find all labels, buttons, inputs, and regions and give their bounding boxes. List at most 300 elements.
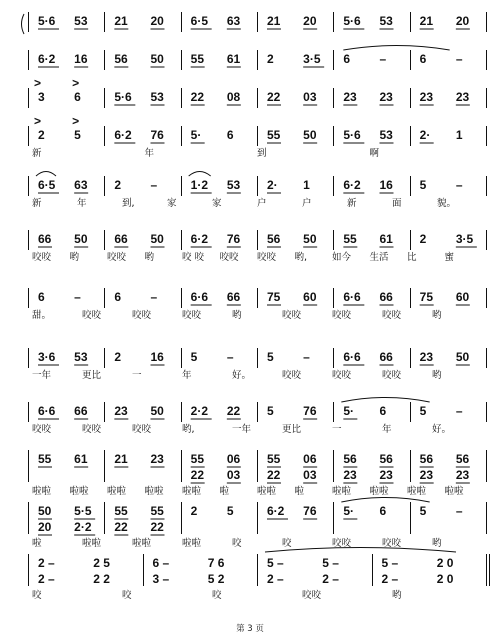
note-group: 66 — [114, 232, 128, 246]
note-group: 76 — [150, 128, 164, 142]
note-group: 6 — [379, 504, 387, 518]
barline — [333, 50, 334, 70]
lyric-syllable: 年 — [77, 198, 87, 209]
barline — [333, 230, 334, 250]
note-group: – — [379, 52, 387, 66]
barline — [410, 230, 411, 250]
barline — [181, 450, 182, 482]
note-group: – — [150, 178, 158, 192]
lyric-syllable: 新 — [347, 198, 357, 209]
note-group: 1 — [455, 128, 463, 142]
lyric-syllable: 咬咬 — [282, 310, 302, 321]
lyric-syllable: 更比 — [282, 424, 302, 435]
note-group: 6 — [379, 404, 387, 418]
note-group: 22 — [267, 468, 281, 482]
barline — [28, 230, 29, 250]
lyric-syllable: 咬咬 — [82, 310, 102, 321]
barline — [28, 402, 29, 422]
barline — [28, 50, 29, 70]
note-group: 55 — [190, 52, 205, 66]
note-group: 50 — [74, 232, 88, 246]
lyric-syllable: 咬咬 — [382, 538, 402, 549]
note-group: – — [226, 350, 234, 364]
note-group: 22 — [267, 90, 281, 104]
note-group: 03 — [303, 468, 317, 482]
lyric-syllable: 面 — [392, 198, 402, 209]
barline — [410, 502, 411, 534]
note-group: 7 6 — [207, 556, 225, 570]
lyric-syllable: 咬咬 — [107, 252, 127, 263]
note-group: 5 – — [267, 556, 284, 570]
note-group: 5·5 — [74, 504, 92, 518]
barline — [333, 176, 334, 196]
barline — [486, 554, 487, 586]
note-group: 53 — [379, 128, 393, 142]
note-group: 6·2 — [38, 52, 56, 66]
note-group: 60 — [303, 290, 317, 304]
note-group: 2 — [267, 52, 274, 66]
barline — [257, 50, 258, 70]
barline — [104, 88, 105, 108]
barline — [181, 50, 182, 70]
note-group: 1 — [303, 178, 310, 192]
barline — [104, 176, 105, 196]
note-group: 5·6 — [38, 14, 56, 28]
slur-arc — [36, 172, 56, 177]
note-group: 6 – — [152, 556, 170, 570]
note-group: 76 — [226, 232, 241, 246]
barline — [181, 12, 182, 32]
final-barline — [489, 554, 490, 586]
lyric-syllable: 哟 — [432, 370, 442, 381]
barline — [372, 554, 373, 586]
barline — [28, 554, 29, 586]
lyric-syllable: 啦啦 — [182, 538, 202, 549]
note-group: 76 — [303, 404, 317, 418]
note-group: 56 — [455, 452, 470, 466]
lyric-syllable: 咬咬 — [332, 370, 352, 381]
barline — [181, 126, 182, 146]
barline — [28, 450, 29, 482]
note-group: 23 — [419, 90, 434, 104]
lyric-syllable: 新 — [32, 148, 42, 159]
note-group: 66 — [379, 350, 393, 364]
note-group: 3 — [38, 90, 45, 104]
note-group: 03 — [303, 90, 317, 104]
lyric-syllable: 啦啦 — [69, 486, 89, 497]
note-group: 5 — [190, 350, 198, 364]
lyric-syllable: 咬咬 — [382, 310, 402, 321]
note-group: 23 — [379, 90, 393, 104]
barline — [28, 126, 29, 146]
note-group: 6 — [38, 290, 45, 304]
note-group: 66 — [38, 232, 52, 246]
lyric-syllable: 如今 — [332, 252, 352, 263]
barline — [410, 50, 411, 70]
note-group: 6·6 — [190, 290, 208, 304]
note-group: 2·2 — [190, 404, 208, 418]
lyric-syllable: 一年 — [232, 424, 252, 435]
note-group: – — [455, 504, 463, 518]
lyric-syllable: 咬咬 — [382, 370, 402, 381]
lyric-syllable: 啦啦 — [257, 486, 277, 497]
note-group: 6·6 — [343, 290, 361, 304]
barline — [486, 12, 487, 32]
lyric-syllable: 年 — [144, 148, 155, 159]
lyric-syllable: 到 — [257, 148, 267, 159]
note-group: 5 – — [381, 556, 399, 570]
note-group: 5 — [226, 504, 234, 518]
note-group: 2 2 — [93, 572, 110, 586]
note-group: 50 — [38, 504, 52, 518]
note-group: 55 — [38, 452, 52, 466]
lyric-syllable: 啦啦 — [182, 486, 202, 497]
note-group: 50 — [303, 128, 317, 142]
note-group: 23 — [343, 468, 357, 482]
lyric-syllable: 哟, — [294, 252, 308, 263]
lyric-syllable: 咬 — [122, 590, 132, 601]
barline — [486, 348, 487, 368]
lyric-syllable: 新 — [32, 198, 42, 209]
barline — [143, 554, 144, 586]
note-group: 2 — [419, 232, 427, 246]
note-group: 3 – — [152, 572, 170, 586]
note-group: 2 – — [38, 556, 55, 570]
note-group: 2 – — [38, 572, 55, 586]
note-group: 23 — [419, 350, 434, 364]
lyric-syllable: 年 — [382, 424, 392, 435]
barline — [486, 450, 487, 482]
barline — [257, 554, 258, 586]
lyric-syllable: 啦啦 — [107, 486, 127, 497]
note-group: 23 — [114, 404, 128, 418]
barline — [410, 176, 411, 196]
note-group: 56 — [379, 452, 393, 466]
note-group: 76 — [303, 504, 317, 518]
lyric-syllable: 啦啦 — [332, 486, 352, 497]
note-group: 75 — [419, 290, 434, 304]
barline — [181, 502, 182, 534]
note-group: 53 — [150, 90, 164, 104]
note-group: 5 – — [322, 556, 339, 570]
note-group: 56 — [419, 452, 434, 466]
slur-arc — [341, 398, 429, 403]
note-group: 50 — [303, 232, 317, 246]
note-group: 21 — [419, 14, 434, 28]
lyric-syllable: 咬 — [212, 590, 222, 601]
note-group: 21 — [114, 14, 128, 28]
lyric-syllable: 咬咬 — [332, 310, 352, 321]
lyric-syllable: 哟 — [232, 310, 242, 321]
note-group: 22 — [226, 404, 241, 418]
note-group: 5 — [419, 178, 427, 192]
lyric-syllable: 咬咬 — [302, 590, 322, 601]
lyric-syllable: 哟 — [144, 252, 155, 263]
barline — [333, 12, 334, 32]
barline — [28, 502, 29, 534]
note-group: 6 — [419, 52, 427, 66]
barline — [28, 288, 29, 308]
note-group: 60 — [455, 290, 470, 304]
note-group: – — [455, 178, 463, 192]
barline — [104, 402, 105, 422]
note-group: 5 — [267, 350, 274, 364]
barline — [333, 126, 334, 146]
note-group: 1·2 — [190, 178, 208, 192]
note-group: 50 — [150, 52, 164, 66]
note-group: 63 — [74, 178, 88, 192]
accent-mark: > — [34, 76, 42, 90]
barline — [410, 288, 411, 308]
lyric-syllable: 啦啦 — [32, 486, 52, 497]
barline — [257, 126, 258, 146]
note-group: 2· — [419, 128, 431, 142]
note-group: 63 — [226, 14, 241, 28]
note-group: 2 – — [267, 572, 284, 586]
barline — [181, 288, 182, 308]
note-group: 6·6 — [343, 350, 361, 364]
barline — [104, 502, 105, 534]
barline — [410, 88, 411, 108]
note-group: 6 — [226, 128, 234, 142]
note-group: 6·5 — [38, 178, 56, 192]
note-group: 5·6 — [343, 128, 361, 142]
note-group: 21 — [114, 452, 128, 466]
lyric-syllable: 咬咬 — [32, 424, 52, 435]
note-group: 16 — [150, 350, 164, 364]
note-group: 6 — [343, 52, 351, 66]
barline — [486, 502, 487, 534]
barline — [410, 348, 411, 368]
barline — [104, 50, 105, 70]
barline — [104, 12, 105, 32]
lyric-syllable: 咬咬 — [219, 252, 239, 263]
note-group: 66 — [74, 404, 88, 418]
note-group: 20 — [455, 14, 470, 28]
slur-arc — [189, 172, 211, 177]
barline — [257, 450, 258, 482]
accent-mark: > — [72, 114, 80, 128]
note-group: 75 — [267, 290, 281, 304]
note-group: 5 — [267, 404, 274, 418]
note-group: 55 — [267, 452, 281, 466]
barline — [181, 88, 182, 108]
barline — [104, 230, 105, 250]
barline — [333, 288, 334, 308]
barline — [28, 88, 29, 108]
lyric-syllable: 家 — [212, 198, 222, 209]
barline — [28, 12, 29, 32]
note-group: 16 — [74, 52, 88, 66]
note-group: 5· — [343, 504, 354, 518]
note-group: 53 — [226, 178, 241, 192]
note-group: 20 — [38, 520, 52, 534]
note-group: 5·6 — [343, 14, 361, 28]
note-group: 2· — [267, 178, 278, 192]
lyric-syllable: 一年 — [32, 370, 52, 381]
barline — [486, 50, 487, 70]
note-group: 55 — [114, 504, 128, 518]
note-group: 6·5 — [190, 14, 208, 28]
note-group: 56 — [114, 52, 128, 66]
barline — [181, 176, 182, 196]
note-group: – — [455, 404, 463, 418]
barline — [257, 502, 258, 534]
lyric-syllable: 啦啦 — [444, 486, 464, 497]
barline — [181, 348, 182, 368]
barline — [333, 348, 334, 368]
note-group: 6·6 — [38, 404, 56, 418]
note-group: 56 — [267, 232, 281, 246]
note-group: 06 — [303, 452, 317, 466]
note-group: 22 — [114, 520, 128, 534]
barline — [486, 88, 487, 108]
note-group: 6 — [74, 90, 81, 104]
note-group: 23 — [379, 468, 393, 482]
accent-mark: > — [72, 76, 80, 90]
note-group: 22 — [190, 468, 205, 482]
note-group: 5·6 — [114, 90, 132, 104]
note-group: 5 — [74, 128, 81, 142]
note-group: 66 — [379, 290, 393, 304]
barline — [104, 288, 105, 308]
barline — [257, 348, 258, 368]
note-group: 56 — [343, 452, 357, 466]
lyric-syllable: 蜜 — [444, 252, 455, 263]
slur-arc — [343, 46, 449, 51]
note-group: 53 — [74, 14, 88, 28]
lyric-syllable: 啦 — [219, 486, 230, 497]
note-group: 55 — [267, 128, 281, 142]
lyric-syllable: 生活 — [369, 252, 389, 263]
note-group: 61 — [226, 52, 241, 66]
note-group: 5 2 — [207, 572, 225, 586]
barline — [257, 402, 258, 422]
note-group: 6·2 — [267, 504, 285, 518]
note-group: 2·2 — [74, 520, 92, 534]
lyric-syllable: 一 — [332, 424, 342, 435]
note-group: 21 — [267, 14, 281, 28]
note-group: 55 — [190, 452, 205, 466]
note-group: 5· — [343, 404, 354, 418]
note-group: 53 — [74, 350, 88, 364]
slur-arc — [265, 548, 456, 553]
lyric-syllable: 哟, — [182, 424, 195, 435]
note-group: 23 — [455, 90, 470, 104]
lyric-syllable: 啦啦 — [369, 486, 389, 497]
note-group: 50 — [150, 232, 164, 246]
barline — [104, 348, 105, 368]
lyric-syllable: 户 — [302, 198, 312, 209]
note-group: 2 — [114, 178, 122, 192]
barline — [257, 288, 258, 308]
barline — [410, 12, 411, 32]
note-group: 6·2 — [190, 232, 208, 246]
note-group: 50 — [150, 404, 164, 418]
lyric-syllable: 啦啦 — [132, 538, 152, 549]
note-group: 55 — [343, 232, 357, 246]
lyric-syllable: 好。 — [432, 424, 452, 435]
note-group: 23 — [150, 452, 164, 466]
lyric-syllable: 咬咬 — [32, 252, 52, 263]
lyric-syllable: 到, — [122, 198, 135, 209]
note-group: 20 — [303, 14, 317, 28]
lyric-syllable: 家 — [167, 198, 177, 209]
barline — [486, 288, 487, 308]
note-group: 20 — [150, 14, 164, 28]
note-group: 2 — [38, 128, 45, 142]
lyric-syllable: 哟 — [392, 590, 402, 601]
note-group: 2 — [114, 350, 122, 364]
accent-mark: > — [34, 114, 42, 128]
barline — [333, 402, 334, 422]
note-group: 22 — [190, 90, 205, 104]
page-number: 第 3 页 — [236, 624, 264, 634]
note-group: 23 — [419, 468, 434, 482]
note-group: 2 5 — [93, 556, 110, 570]
barline — [28, 348, 29, 368]
lyric-syllable: 咬 咬 — [182, 252, 205, 263]
barline — [410, 450, 411, 482]
lyric-syllable: 貌。 — [437, 198, 457, 209]
lyric-syllable: 比 — [407, 252, 417, 263]
barline — [257, 176, 258, 196]
barline — [181, 402, 182, 422]
barline — [104, 450, 105, 482]
note-group: 3·5 — [455, 232, 474, 246]
barline — [333, 502, 334, 534]
note-group: 22 — [150, 520, 164, 534]
lyric-syllable: 哟 — [432, 538, 442, 549]
lyric-syllable: 咬咬 — [182, 310, 202, 321]
barline — [181, 230, 182, 250]
lyric-syllable: 咬咬 — [332, 538, 352, 549]
barline — [486, 126, 487, 146]
note-group: 6 — [114, 290, 122, 304]
lyric-syllable: 年 — [182, 370, 192, 381]
note-group: – — [455, 52, 463, 66]
note-group: 55 — [150, 504, 164, 518]
note-group: 3·5 — [303, 52, 321, 66]
lyric-syllable: 哟 — [69, 252, 80, 263]
start-bracket — [22, 14, 25, 34]
lyric-syllable: 咬咬 — [82, 424, 102, 435]
note-group: 5 — [419, 404, 427, 418]
lyric-syllable: 好。 — [232, 370, 252, 381]
note-group: 61 — [379, 232, 393, 246]
note-group: 03 — [226, 468, 241, 482]
lyric-syllable: 啦 — [32, 538, 42, 549]
lyric-syllable: 咬 — [32, 590, 42, 601]
lyric-syllable: 户 — [257, 198, 267, 209]
note-group: 2 – — [322, 572, 339, 586]
slur-arc — [341, 498, 429, 503]
note-group: – — [303, 350, 310, 364]
lyric-syllable: 更比 — [82, 370, 102, 381]
note-group: 06 — [226, 452, 241, 466]
note-group: – — [150, 290, 158, 304]
note-group: 2 0 — [436, 572, 454, 586]
note-group: 6·2 — [114, 128, 132, 142]
note-group: 5 — [419, 504, 427, 518]
barline — [257, 12, 258, 32]
note-group: 61 — [74, 452, 88, 466]
lyric-syllable: 啊 — [369, 148, 380, 159]
note-group: 3·6 — [38, 350, 56, 364]
lyric-syllable: 咬咬 — [132, 310, 152, 321]
lyric-syllable: 啦啦 — [407, 486, 427, 497]
lyric-syllable: 咬咬 — [257, 252, 277, 263]
